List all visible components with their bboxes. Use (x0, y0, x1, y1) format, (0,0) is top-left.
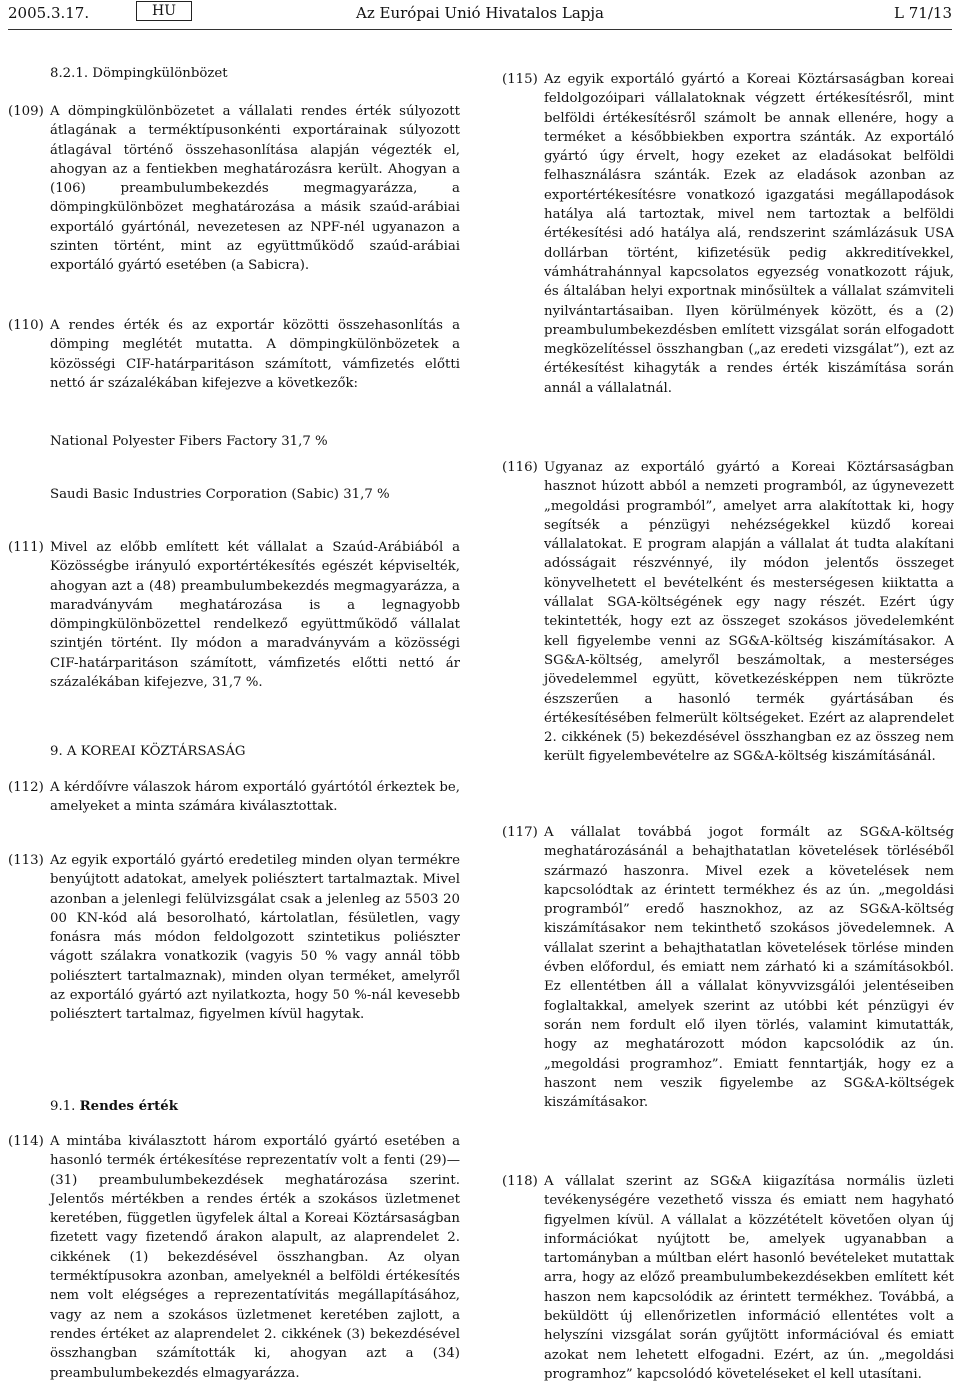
paragraph-number: (117) (502, 825, 538, 840)
paragraph-number: (110) (8, 318, 44, 333)
paragraph-text: Az egyik exportáló gyártó a Koreai Köztársaságban koreai feldolgozóipari vállalatoknak végzett értékesítésről, mint belföldi értékesítésről számolt be annak ellenére, hogy a terméket a későbbiekben exportra szánták. Az exportáló gyártó úgy érvelt, hogy ezeket az eladásokat belföldi felhasználásra szánták. Ezek az eladások azonban az exportértékesítésre vonatkozó igazgatási megállapodások hatálya alá tartoztak, mivel nem tartoztak a belföldi értékesítési adó hatálya alá, rendszerint számlázásuk USA dollárban történt, kifizetésük pedig akkreditívekkel, vámhátrahánnyal kapcsolatos egyezség vonatkozott rájuk, és általában helyi exportnak minősültek a vállalat számviteli nyilvántartásaiban. Ilyen körülmények között, és a (2) preambulumbekezdésben említett vizsgálat során elfogadott megközelítéssel összhangban („az eredeti vizsgálat”), ezt az értékesítést kihagyták a rendes érték kiszámítása során annál a vállalatnál. (544, 72, 954, 396)
paragraph-118 (502, 1172, 954, 1384)
paragraph-text: Mivel az előbb említett két vállalat a Szaúd-Arábiából a Közösségbe irányuló exportértékesítés egészét képviselték, ahogyan azt a (48) preambulumbekezdés megmagyarázza, a maradványvám meghatározása is a legnagyobb dömpingkülönbözettel rendelkező együttműködő vállalat szintjén történt. Ily módon a maradványvám a közösségi CIF-határparitáson számított, vámfizetés előtti nettó ár százalékában kifejezve, 31,7 %. (50, 540, 460, 691)
section-heading-9-1 (8, 1097, 502, 1116)
paragraph-text: A rendes érték és az exportár közötti összehasonlítás a dömping meglétét mutatta. A dömpingkülönbözetek a közösségi CIF-határparitáson számított, vámfizetés előtti nettó ár százalékában kifejezve a következők: (50, 318, 460, 391)
section-heading-8-2-1 (8, 64, 502, 83)
section-heading-number: 9.1. (50, 1099, 76, 1114)
section-heading-text: Rendes érték (79, 1099, 178, 1114)
company-margin: Saudi Basic Industries Corporation (Sabic) 31,7 % (50, 487, 390, 502)
journal-title: Az Európai Unió Hivatalos Lapja (356, 4, 604, 22)
paragraph-text: A vállalat továbbá jogot formált az SG&A-költség meghatározásánál a behajthatatlan követelések törléséből származó haszonra. Mivel ezek a követelések nem kapcsolódtak az érintett termékhez és az ún. „megoldási programból” eredő hasznokhoz, az az SG&A-költség kiszámításakor nem tekinthető szokásos jövedelemnek. A vállalat szerint a behajthatatlan követelések törlése minden évben előfordul, és emiatt nem zárható ki a számításokból. Ez ellentétben áll a vállalat könyvvizsgálói jelentéseiben foglaltakkal, amelyek szerint az utóbbi két pénzügyi év során nem fordult elő ilyen törlés, valamint kimutatták, hogy az meghatározott módon kapcsolódik az ún. „megoldási programhoz”. Emiatt fenntartják, hogy ez a haszont nem veszik figyelembe az SG&A-költségek kiszámításakor. (544, 825, 954, 1111)
paragraph-number: (115) (502, 72, 538, 87)
paragraph-116 (502, 458, 954, 767)
page-header (0, 0, 960, 30)
paragraph-117 (502, 823, 954, 1112)
paragraph-text: A kérdőívre válaszok három exportáló gyártótól érkeztek be, amelyeket a minta számára kiválasztottak. (50, 780, 460, 815)
paragraph-text: Ugyanaz az exportáló gyártó a Koreai Köztársaságban hasznot húzott abból a nemzeti programból, az úgynevezett „megoldási programból”, amelyet arra alakítottak ki, hogy segítsék a pénzügyi nehézségekkel küzdő koreai vállalatokat. E program alapján a vállalat át tudta alakítani adósságait részvénnyé, ily módon jelentős összeget könyvelhetett el bevételként és mesterségesen kiiktatta a vállalat SGA-költségének egy nagy részét. Ezért úgy tekintették, hogy ezt az összeget szokásos jövedelemként kell figyelembe venni az SG&A-költség kiszámításakor. A SG&A-költség, amelyről beszámoltak, a mesterséges jövedelemmel együtt, következésképpen nem tükrözte észszerűen a hasonló termék gyártásában és értékesítésében felmerült költségeket. Ezért az alaprendelet 2. cikkének (5) bekezdésével összhangban ez az összeg nem került figyelembevételre az SG&A-költség kiszámításánál. (544, 460, 954, 765)
paragraph-112 (8, 778, 460, 817)
paragraph-109 (8, 102, 460, 276)
paragraph-number: (114) (8, 1134, 44, 1149)
header-rule (8, 29, 952, 30)
paragraph-number: (112) (8, 780, 44, 795)
page-reference: L 71/13 (894, 4, 952, 22)
paragraph-number: (116) (502, 460, 538, 475)
company-margin: National Polyester Fibers Factory 31,7 % (50, 434, 328, 449)
paragraph-111 (8, 538, 460, 692)
paragraph-text: Az egyik exportáló gyártó eredetileg minden olyan termékre benyújtott adatokat, amelyek poliésztert tartalmaztak. Mivel azonban a jelenlegi felülvizsgálat csak a jelenleg az 5503 20 00 KN-kód alá besorolható, kártolatlan, fésületlen, vagy fonásra más módon feldolgozott szintetikus poliészter vágott szálakra vonatkozik (vagyis 50 % vagy annál több poliésztert tartalmaznak), minden olyan terméket, amelyről az exportáló gyártó azt nyilatkozta, hogy 50 %-nál kevesebb poliésztert tartalmaz, figyelmen kívül hagytak. (50, 853, 460, 1023)
paragraph-text: A mintába kiválasztott három exportáló gyártó esetében a hasonló termék értékesítése reprezentatív volt a fenti (29)—(31) preambulumbekezdések meghatározása szerint. Jelentős mértékben a rendes érték a szokásos üzletmenet keretében, független ügyfelek által a Koreai Köztársaságban fizetett vagy fizetendő árakon alapult, az alaprendelet 2. cikkének (1) bekezdésével összhangban. Az olyan terméktípusokra azonban, amelyeknél a belföldi értékesítés nem volt elégséges a reprezentatívitás megállapításához, vagy az nem a szokásos üzletmenet keretében zajlott, a rendes értéket az alaprendelet 2. cikkének (3) bekezdésével összhangban számították ki, ahogyan azt a (34) preambulumbekezdés elmagyarázza. (50, 1134, 460, 1381)
paragraph-110 (8, 316, 460, 393)
margin-line-npf (8, 432, 502, 451)
paragraph-number: (111) (8, 540, 44, 555)
paragraph-113 (8, 851, 460, 1025)
language-badge: HU (136, 1, 192, 21)
margin-line-sabic (8, 485, 502, 504)
paragraph-number: (118) (502, 1174, 538, 1189)
paragraph-115 (502, 70, 954, 398)
section-heading-text: 9. A KOREAI KÖZTÁRSASÁG (50, 744, 246, 759)
section-heading-text: 8.2.1. Dömpingkülönbözet (50, 66, 228, 81)
paragraph-text: A dömpingkülönbözetet a vállalati rendes érték súlyozott átlagának a terméktípusonkénti exportárainak súlyozott átlagával történő összehasonlítása alapján végezték el, ahogyan az a fentiekben meghatározásra került. Ahogyan a (106) preambulumbekezdés megmagyarázza, a dömpingkülönbözet meghatározása a másik szaúd-arábiai exportáló gyártónál, nevezetesen az NPF-nél ugyanazon a szinten történt, mint az együttműködő szaúd-arábiai exportáló gyártó esetében (a Sabicra). (50, 104, 460, 274)
publication-date: 2005.3.17. (8, 4, 90, 22)
paragraph-number: (109) (8, 104, 44, 119)
section-heading-9 (8, 742, 502, 761)
paragraph-number: (113) (8, 853, 44, 868)
paragraph-text: A vállalat szerint az SG&A kiigazítása normális üzleti tevékenységére vezethető vissza és emiatt nem hagyható figyelmen kívül. A vállalat a közzétételt követően olyan új információkat nyújtott be, amelyek ugyanabban a tartományban a múltban elért hasonló bevételeket mutattak arra, hogy az előző preambulumbekezdésekben említett két haszon nem kapcsolódik az érintett termékhez. Továbbá, a beküldött új ellenőrizetlen információ ellentétes volt a helyszíni vizsgálat során gyűjtött információval és emiatt azokat nem lehetett elfogadni. Ezért, az ún. „megoldási programhoz” kapcsolódó követeléseket el kell utasítani. (544, 1174, 954, 1382)
paragraph-114 (8, 1132, 460, 1383)
